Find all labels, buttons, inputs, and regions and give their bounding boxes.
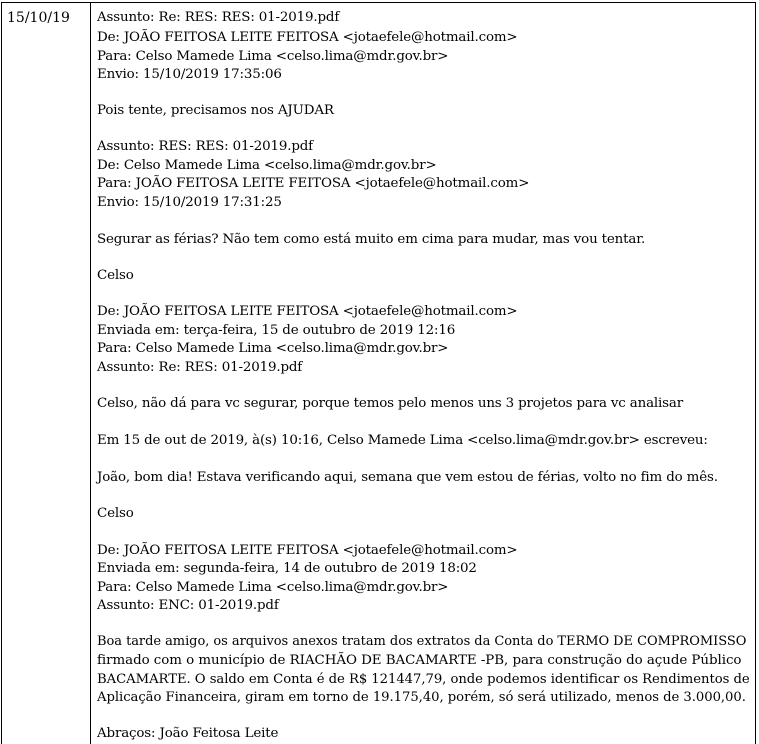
date-cell (2, 3, 91, 744)
from-line: De: Celso Mamede Lima <celso.lima@mdr.gov.br> (97, 158, 437, 173)
message-text: Celso, não dá para vc segurar, porque temos pelo menos uns 3 projetos para vc analisar (97, 396, 683, 411)
message-text: BACAMARTE. O saldo em Conta é de R$ 121447,79, onde podemos identificar os Rendimentos de (97, 672, 750, 687)
date-text: 15/10/19 (7, 10, 70, 26)
email-thread-table (1, 2, 756, 744)
sent-line: Envio: 15/10/2019 17:35:06 (97, 67, 282, 82)
sent-line: Enviada em: segunda-feira, 14 de outubro de 2019 18:02 (97, 561, 477, 576)
signature-text: Celso (97, 268, 134, 283)
to-line: Para: Celso Mamede Lima <celso.lima@mdr.gov.br> (97, 580, 449, 595)
message-text: Aplicação Financeira, giram em torno de 19.175,40, porém, só será utilizado, menos de 3.000,00. (97, 690, 746, 705)
message-text: João, bom dia! Estava verificando aqui, semana que vem estou de férias, volto no fim do mês. (97, 470, 718, 485)
to-line: Para: JOÃO FEITOSA LEITE FEITOSA <jotaefele@hotmail.com> (97, 176, 530, 191)
sent-line: Enviada em: terça-feira, 15 de outubro de 2019 12:16 (97, 323, 456, 338)
from-line: De: JOÃO FEITOSA LEITE FEITOSA <jotaefele@hotmail.com> (97, 304, 518, 319)
sent-line: Envio: 15/10/2019 17:31:25 (97, 195, 282, 210)
message-text: firmado com o município de RIACHÃO DE BACAMARTE -PB, para construção do açude Público (97, 653, 742, 668)
subject-line: Assunto: Re: RES: RES: 01-2019.pdf (97, 10, 340, 25)
subject-line: Assunto: Re: RES: 01-2019.pdf (97, 360, 303, 375)
subject-line: Assunto: ENC: 01-2019.pdf (97, 598, 279, 613)
content-cell (91, 3, 755, 744)
from-line: De: JOÃO FEITOSA LEITE FEITOSA <jotaefele@hotmail.com> (97, 30, 518, 45)
to-line: Para: Celso Mamede Lima <celso.lima@mdr.gov.br> (97, 49, 449, 64)
message-text: Segurar as férias? Não tem como está muito em cima para mudar, mas vou tentar. (97, 232, 646, 247)
quote-header-text: Em 15 de out de 2019, à(s) 10:16, Celso Mamede Lima <celso.lima@mdr.gov.br> escreveu: (97, 433, 708, 448)
closing-text: Abraços: João Feitosa Leite (97, 726, 279, 741)
to-line: Para: Celso Mamede Lima <celso.lima@mdr.gov.br> (97, 341, 449, 356)
message-text: Pois tente, precisamos nos AJUDAR (97, 103, 334, 118)
subject-line: Assunto: RES: RES: 01-2019.pdf (97, 139, 313, 154)
from-line: De: JOÃO FEITOSA LEITE FEITOSA <jotaefele@hotmail.com> (97, 543, 518, 558)
signature-text: Celso (97, 506, 134, 521)
message-text: Boa tarde amigo, os arquivos anexos tratam dos extratos da Conta do TERMO DE COMPROMISSO (97, 634, 747, 649)
